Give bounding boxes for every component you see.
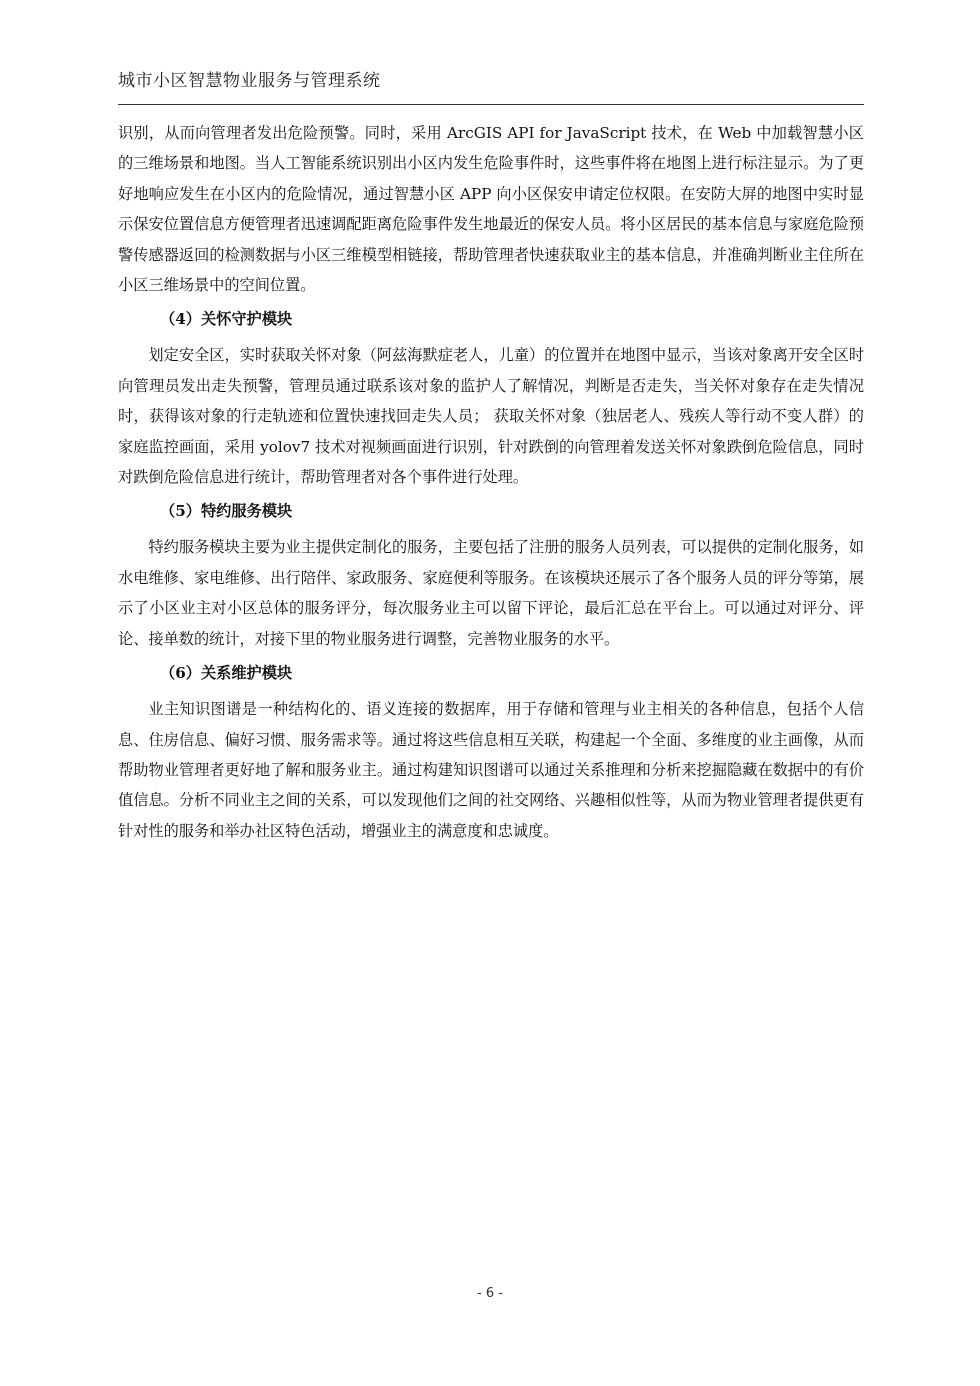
section-heading-special-service: （5）特约服务模块 (160, 502, 293, 521)
body-paragraph-special-service: 特约服务模块主要为业主提供定制化的服务，主要包括了注册的服务人员列表，可以提供的定制化服务，如水电维修、家电维修、出行陪伴、家政服务、家庭便利等服务。在该模块还展示了各个服务人员的评分等第，展示了小区业主对小区总体的服务评分，每次服务业主可以留下评论，最后汇总在平台上。可以通过对评分、评论、接单数的统计，对接下里的物业服务进行调整，完善物业服务的水平。 (118, 538, 864, 648)
section-heading-care-guard: （4）关怀守护模块 (160, 310, 293, 329)
page-header (118, 68, 864, 104)
section-heading-relationship: （6）关系维护模块 (160, 664, 293, 683)
body-paragraph-care-guard: 划定安全区，实时获取关怀对象（阿兹海默症老人，儿童）的位置并在地图中显示，当该对象离开安全区时向管理员发出走失预警，管理员通过联系该对象的监护人了解情况，判断是否走失，当关怀对象存在走失情况时，获得该对象的行走轨迹和位置快速找回走失人员； 获取关怀对象（独居老人、残疾人等行动不变人群）的家庭监控画面，采用 yolov7 技术对视频画面进行识别，针对跌倒的向管理着发送关怀对象跌倒危险信息，同时对跌倒危险信息进行统计，帮助管理者对各个事件进行处理。 (118, 346, 864, 487)
header-title: 城市小区智慧物业服务与管理系统 (118, 71, 381, 91)
header-divider (118, 104, 864, 105)
body-paragraph-continued: 识别，从而向管理者发出危险预警。同时，采用 ArcGIS API for JavaScript 技术，在 Web 中加载智慧小区的三维场景和地图。当人工智能系统识别出小区内发生危险事件时，这些事件将在地图上进行标注显示。为了更好地响应发生在小区内的危险情况，通过智慧小区 APP 向小区保安申请定位权限。在安防大屏的地图中实时显示保安位置信息方便管理者迅速调配距离危险事件发生地最近的保安人员。将小区居民的基本信息与家庭危险预警传感器返回的检测数据与小区三维模型相链接，帮助管理者快速获取业主的基本信息，并准确判断业主住所在小区三维场景中的空间位置。 (118, 124, 864, 295)
page-body (118, 118, 864, 846)
body-paragraph-relationship: 业主知识图谱是一种结构化的、语义连接的数据库，用于存储和管理与业主相关的各种信息，包括个人信息、住房信息、偏好习惯、服务需求等。通过将这些信息相互关联，构建起一个全面、多维度的业主画像，从而帮助物业管理者更好地了解和服务业主。通过构建知识图谱可以通过关系推理和分析来挖掘隐藏在数据中的有价值信息。分析不同业主之间的关系，可以发现他们之间的社交网络、兴趣相似性等，从而为物业管理者提供更有针对性的服务和举办社区特色活动，增强业主的满意度和忠诚度。 (118, 700, 864, 840)
page-number: - 6 - (477, 1286, 503, 1301)
